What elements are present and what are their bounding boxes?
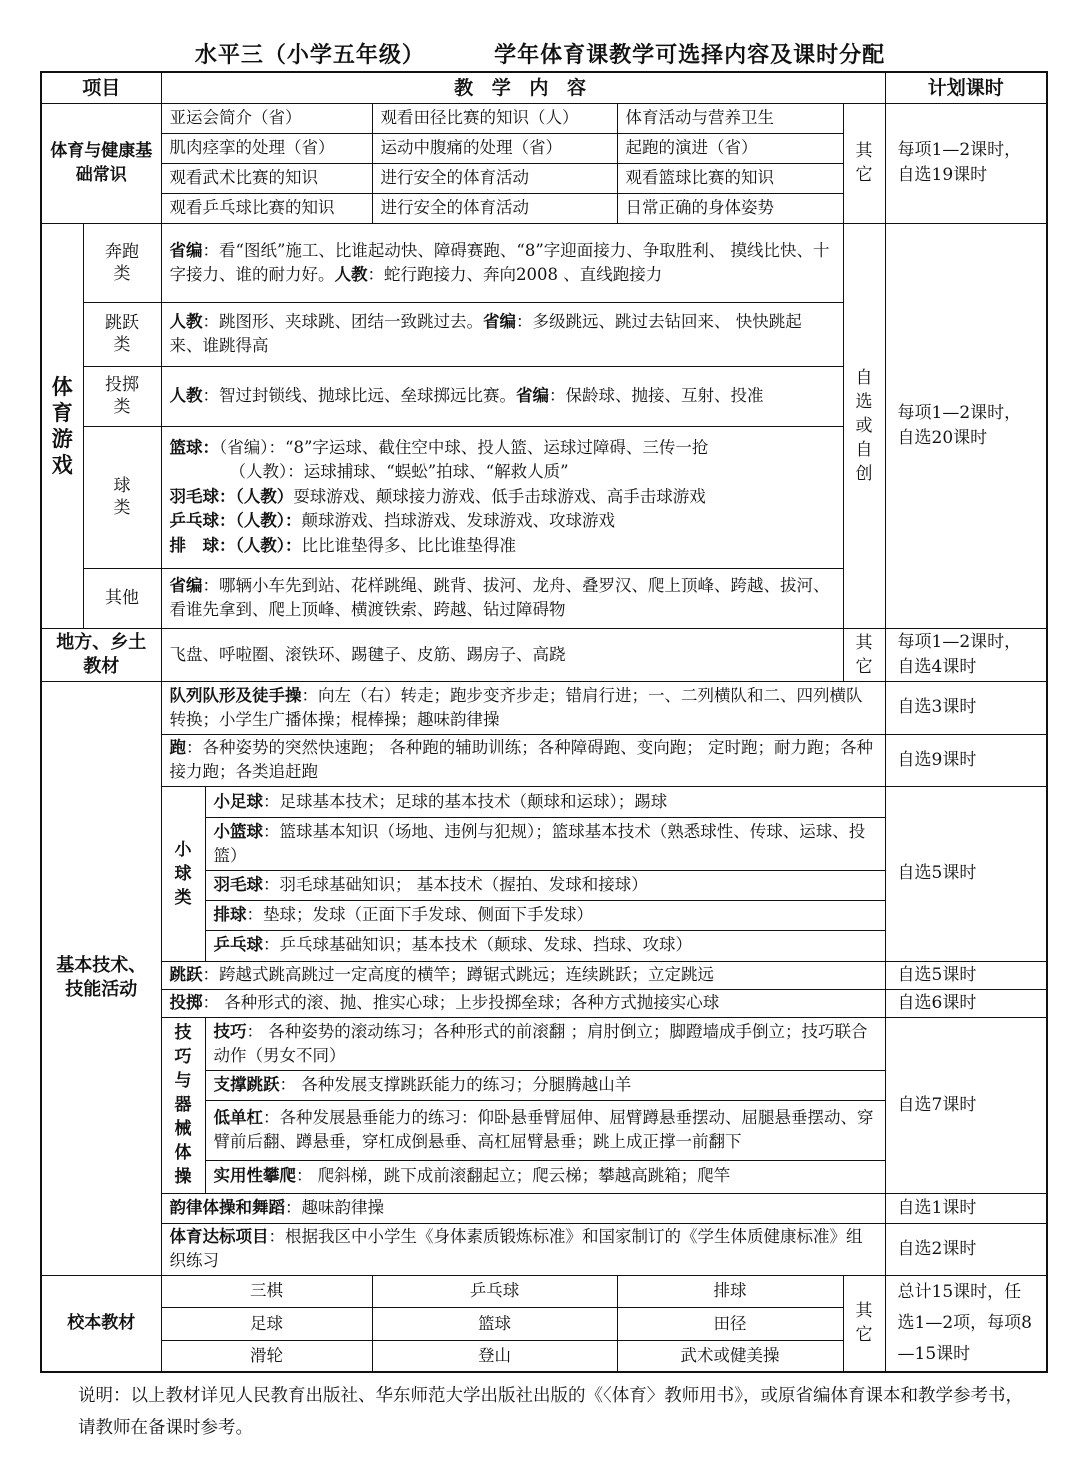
skills-small-ball-label: 小球类 xyxy=(161,786,205,961)
knowledge-cell: 观看篮球比赛的知识 xyxy=(617,163,843,193)
school-other: 其它 xyxy=(843,1275,885,1372)
header-item: 项目 xyxy=(41,72,161,103)
skills-formation-hours: 自选3课时 xyxy=(885,681,1047,734)
footnote: 说明：以上教材详见人民教育出版社、华东师范大学出版社出版的《〈体育〉教师用书》，或原省编体育课本和教学参考书，请教师在备课时参考。 xyxy=(78,1386,1023,1438)
games-ball-content: 篮球：（省编）：“8”字运球、截住空中球、投人篮、运球过障碍、三传一抢 （人教）：运球捕球、“蜈蚣”拍球、“解救人质” 羽毛球：（人教）耍球游戏、颠球接力游戏、低手击球游戏、高手击球游戏 乒乓球：（人教）：颠球游戏、挡球游戏、发球游戏、攻球游戏 排 球：（人教）：比比谁垫得多、比比谁垫得准 xyxy=(161,426,843,568)
allocation-table xyxy=(40,71,1048,1373)
games-other-content: 省编：哪辆小车先到站、花样跳绳、跳背、拔河、龙舟、叠罗汉、爬上顶峰、跨越、拔河、看谁先拿到、爬上顶峰、横渡铁索、跨越、钻过障碍物 xyxy=(161,568,843,628)
category-basic-knowledge: 体育与健康基础常识 xyxy=(41,103,161,223)
school-cell: 登山 xyxy=(372,1340,617,1372)
header-hours: 计划课时 xyxy=(885,72,1047,103)
skills-jump: 跳跃：跨越式跳高跳过一定高度的横竿；蹲锯式跳远；连续跳跃；立定跳远 xyxy=(161,961,885,989)
skills-jump-hours: 自选5课时 xyxy=(885,961,1047,989)
skills-gym-list xyxy=(205,1017,885,1193)
school-cell: 田径 xyxy=(617,1307,843,1340)
skills-rhythm: 韵律体操和舞蹈：趣味韵律操 xyxy=(161,1193,885,1223)
school-cell: 乒乓球 xyxy=(372,1275,617,1307)
knowledge-cell: 肌肉痉挛的处理（省） xyxy=(161,133,372,163)
skills-standard: 体育达标项目：根据我区中小学生《身体素质锻炼标准》和国家制订的《学生体质健康标准》组织练习 xyxy=(161,1223,885,1275)
knowledge-cell: 体育活动与营养卫生 xyxy=(617,103,843,133)
skills-rhythm-hours: 自选1课时 xyxy=(885,1193,1047,1223)
local-content: 飞盘、呼啦圈、滚铁环、踢毽子、皮筋、踢房子、高跷 xyxy=(161,628,843,681)
small-ball-item: 排球：垫球；发球（正面下手发球、侧面下手发球） xyxy=(206,900,885,930)
knowledge-other: 其它 xyxy=(843,103,885,223)
school-cell: 足球 xyxy=(161,1307,372,1340)
skills-throw-hours: 自选6课时 xyxy=(885,989,1047,1017)
skills-gym-label: 技巧与器械体操 xyxy=(161,1017,205,1193)
header-content: 教 学 内 容 xyxy=(161,72,885,103)
category-skills: 基本技术、技能活动 xyxy=(41,681,161,1275)
school-cell: 三棋 xyxy=(161,1275,372,1307)
skills-standard-hours: 自选2课时 xyxy=(885,1223,1047,1275)
knowledge-cell: 观看武术比赛的知识 xyxy=(161,163,372,193)
games-choose: 自选或自创 xyxy=(843,223,885,628)
games-run-content: 省编：看“图纸”施工、比谁起动快、障碍赛跑、“8”字迎面接力、争取胜利、 摸线比快、十字接力、谁的耐力好。人教：蛇行跑接力、奔向2008 、直线跑接力 xyxy=(161,223,843,302)
knowledge-cell: 观看田径比赛的知识（人） xyxy=(372,103,617,133)
local-hours: 每项1—2课时，自选4课时 xyxy=(885,628,1047,681)
local-other: 其它 xyxy=(843,628,885,681)
knowledge-cell: 运动中腹痛的处理（省） xyxy=(372,133,617,163)
games-jump-label: 跳跃类 xyxy=(83,302,161,366)
skills-throw: 投掷： 各种形式的滚、抛、推实心球；上步投掷垒球；各种方式抛接实心球 xyxy=(161,989,885,1017)
games-hours: 每项1—2课时，自选20课时 xyxy=(885,223,1047,628)
category-local: 地方、乡土教材 xyxy=(41,628,161,681)
school-cell: 滑轮 xyxy=(161,1340,372,1372)
school-cell: 篮球 xyxy=(372,1307,617,1340)
knowledge-cell: 观看乒乓球比赛的知识 xyxy=(161,193,372,223)
knowledge-cell: 日常正确的身体姿势 xyxy=(617,193,843,223)
knowledge-hours: 每项1—2课时，自选19课时 xyxy=(885,103,1047,223)
gym-item: 技巧： 各种姿势的滚动练习；各种形式的前滚翻 ；肩肘倒立；脚蹬墙成手倒立；技巧联合动作（男女不同） xyxy=(206,1018,885,1070)
small-ball-item: 乒乓球：乒乓球基础知识；基本技术（颠球、发球、挡球、攻球） xyxy=(206,930,885,959)
skills-small-ball-hours: 自选5课时 xyxy=(885,786,1047,961)
games-jump-content: 人教：跳图形、夹球跳、团结一致跳过去。省编：多级跳远、跳过去钻回来、 快快跳起来、谁跳得高 xyxy=(161,302,843,366)
knowledge-cell: 进行安全的体育活动 xyxy=(372,193,617,223)
school-hours: 总计15课时，任选1—2项，每项8—15课时 xyxy=(885,1275,1047,1372)
games-other-label: 其他 xyxy=(83,568,161,628)
small-ball-item: 羽毛球：羽毛球基础知识； 基本技术（握拍、发球和接球） xyxy=(206,870,885,900)
games-throw-label: 投掷类 xyxy=(83,366,161,426)
skills-run-hours: 自选9课时 xyxy=(885,734,1047,786)
games-ball-label: 球类 xyxy=(83,426,161,568)
small-ball-item: 小篮球：篮球基本知识（场地、违例与犯规）；篮球基本技术（熟悉球性、传球、运球、投篮） xyxy=(206,817,885,870)
skills-small-ball-list xyxy=(205,786,885,961)
category-games: 体育游戏 xyxy=(41,223,83,628)
school-cell: 武术或健美操 xyxy=(617,1340,843,1372)
page-title: 水平三（小学五年级） 学年体育课教学可选择内容及课时分配 xyxy=(194,43,886,68)
gym-item: 低单杠：各种发展悬垂能力的练习：仰卧悬垂臂屈伸、屈臂蹲悬垂摆动、屈腿悬垂摆动、穿臂前后翻、蹲悬垂，穿杠成倒悬垂、高杠屈臂悬垂；跳上成正撑一前翻下 xyxy=(206,1100,885,1160)
skills-run: 跑：各种姿势的突然快速跑； 各种跑的辅助训练；各种障碍跑、变向跑； 定时跑；耐力跑；各种接力跑；各类追赶跑 xyxy=(161,734,885,786)
gym-item: 实用性攀爬： 爬斜梯，跳下成前滚翻起立；爬云梯；攀越高跳箱；爬竿 xyxy=(206,1160,885,1192)
games-run-label: 奔跑类 xyxy=(83,223,161,302)
skills-gym-hours: 自选7课时 xyxy=(885,1017,1047,1193)
knowledge-cell: 起跑的演进（省） xyxy=(617,133,843,163)
small-ball-item: 小足球：足球基本技术；足球的基本技术（颠球和运球）；踢球 xyxy=(206,788,885,817)
gym-item: 支撑跳跃： 各种发展支撑跳跃能力的练习；分腿腾越山羊 xyxy=(206,1070,885,1100)
skills-formation: 队列队形及徒手操：向左（右）转走；跑步变齐步走；错肩行进；一、二列横队和二、四列横队转换；小学生广播体操；棍棒操；趣味韵律操 xyxy=(161,681,885,734)
category-school: 校本教材 xyxy=(41,1275,161,1372)
knowledge-cell: 亚运会简介（省） xyxy=(161,103,372,133)
school-cell: 排球 xyxy=(617,1275,843,1307)
knowledge-cell: 进行安全的体育活动 xyxy=(372,163,617,193)
games-throw-content: 人教：智过封锁线、抛球比远、垒球掷远比赛。省编：保龄球、抛接、互射、投准 xyxy=(161,366,843,426)
